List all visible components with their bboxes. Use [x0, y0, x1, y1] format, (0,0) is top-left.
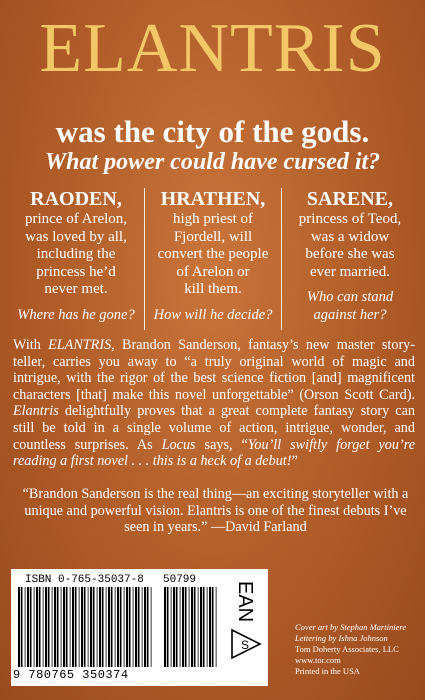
blurb-quote: “Brandon Sanderson is the real thing—an exciting storyteller with a unique and powerful vision. Elantris is one of the finest debuts I’ve seen in years.” —David Farland	[22, 486, 409, 536]
barcode-panel	[11, 569, 268, 686]
barcode-bar	[185, 587, 187, 667]
barcode-bar	[171, 587, 172, 667]
barcode-bar	[30, 587, 32, 667]
barcode-bar	[57, 587, 59, 667]
title-reference: Elantris	[13, 403, 59, 420]
barcode-bar	[106, 587, 107, 667]
barcode-bar	[93, 587, 95, 667]
barcode-bar	[180, 587, 181, 667]
barcode-bar	[212, 587, 214, 667]
barcode-bar	[43, 587, 44, 667]
barcode-bar	[167, 587, 169, 667]
barcode-bar	[151, 587, 152, 667]
character-column-sarene	[281, 188, 418, 330]
barcode-bar	[34, 587, 35, 667]
character-columns	[8, 188, 418, 330]
barcode-bar	[88, 587, 89, 667]
publisher-website: www.tor.com	[295, 655, 341, 665]
price-code: 50799	[163, 574, 197, 586]
barcode-bar	[203, 587, 205, 667]
barcode-bar	[176, 587, 178, 667]
barcode-bar	[18, 587, 20, 667]
hook-question: What power could have cursed it?	[44, 149, 381, 175]
barcode-bar	[117, 587, 119, 667]
publication-reference: Locus	[161, 436, 196, 453]
printed-in: Printed in the USA	[295, 666, 360, 676]
triangle-s-icon	[229, 627, 263, 661]
barcode-bar	[138, 587, 140, 667]
barcode-bar	[66, 587, 68, 667]
barcode-bar	[102, 587, 104, 667]
barcode-bar	[147, 587, 149, 667]
barcode-bar	[108, 587, 110, 667]
barcode-bar	[189, 587, 190, 667]
character-description: princess of Teod, was a widow before she was ever married.	[298, 211, 402, 280]
title-reference: ELANTRIS	[48, 337, 112, 353]
barcode-bar	[36, 587, 38, 667]
barcode-bar	[97, 587, 98, 667]
barcode-bar	[142, 587, 143, 667]
publisher-name: Tom Doherty Associates, LLC	[295, 644, 399, 654]
barcode-bar	[133, 587, 134, 667]
barcode-bar	[182, 587, 184, 667]
synopsis-paragraph: With ELANTRIS, Brandon Sanderson, fantasy’s new master story-teller, carries you away to “a truly original world of magic and intrigue, with the rigor of the best science fiction [and] magnificent characters [that] make this novel unforgettable” (Orson Scott Card). Elantris delightfully proves that a great complete fantasy story can still be told in a single volume of action, intrigue, wonder, and countless surprises. As Locus says, “You’ll swiftly forget you’re reading a first novel . . . this is a heck of a debut!”	[13, 337, 415, 470]
barcode-bar	[115, 587, 116, 667]
barcode-bar	[120, 587, 122, 667]
barcode-bar	[21, 587, 23, 667]
barcode-bar	[75, 587, 77, 667]
barcode-bar	[216, 587, 217, 667]
barcode-bar	[79, 587, 80, 667]
character-name: SARENE,	[306, 188, 394, 210]
barcode-bar	[173, 587, 175, 667]
barcode-bar	[111, 587, 113, 667]
barcode-bar	[126, 587, 128, 667]
barcode-bar	[72, 587, 74, 667]
barcode-bar	[124, 587, 125, 667]
character-name: HRATHEN,	[160, 188, 266, 210]
barcode-bar	[48, 587, 50, 667]
svg-text:S: S	[241, 638, 250, 652]
barcode-bar	[144, 587, 146, 667]
isbn-text: ISBN 0-765-35037-8	[25, 574, 144, 586]
addon-barcode	[163, 587, 217, 667]
barcode-bar	[45, 587, 47, 667]
barcode-bar	[129, 587, 131, 667]
barcode-bar	[54, 587, 56, 667]
barcode-bar	[135, 587, 137, 667]
ean-label: EAN	[234, 581, 256, 623]
barcode-bar	[61, 587, 62, 667]
character-column-raoden	[8, 188, 144, 330]
ean-digits: 9 780765 350374	[13, 668, 129, 682]
book-title: ELANTRIS	[39, 10, 386, 87]
character-name: RAODEN,	[30, 188, 122, 210]
barcode-bar	[207, 587, 208, 667]
barcode-bar	[191, 587, 193, 667]
ean-barcode	[17, 587, 153, 667]
barcode-bar	[90, 587, 92, 667]
barcode-bar	[84, 587, 86, 667]
barcode-bar	[70, 587, 71, 667]
barcode-bar	[52, 587, 53, 667]
character-question: Where has he gone?	[17, 306, 135, 323]
barcode-bar	[164, 587, 166, 667]
barcode-bar	[200, 587, 202, 667]
character-question: How will he decide?	[153, 306, 273, 323]
barcode-bar	[198, 587, 199, 667]
review-quote: You’ll swiftly forget you’re reading a first novel . . . this is a heck of a debut!	[13, 436, 415, 470]
barcode-bar	[39, 587, 41, 667]
character-description: high priest of Fjordell, will convert the people of Arelon or kill them.	[157, 211, 269, 297]
character-column-hrathen	[144, 188, 281, 330]
character-description: prince of Arelon, was loved by all, including the princess he’d never met.	[24, 211, 128, 297]
credits-block	[295, 622, 420, 677]
barcode-bar	[99, 587, 101, 667]
barcode-bar	[63, 587, 65, 667]
lettering-credit: Lettering by Ishna Johnson	[295, 633, 388, 643]
barcode-bar	[81, 587, 83, 667]
barcode-bar	[209, 587, 211, 667]
barcode-bar	[25, 587, 26, 667]
tagline: was the city of the gods.	[55, 114, 370, 149]
barcode-bar	[194, 587, 196, 667]
cover-art-credit: Cover art by Stephan Martiniere	[295, 622, 407, 632]
barcode-bar	[27, 587, 29, 667]
character-question: Who can stand against her?	[306, 289, 394, 323]
